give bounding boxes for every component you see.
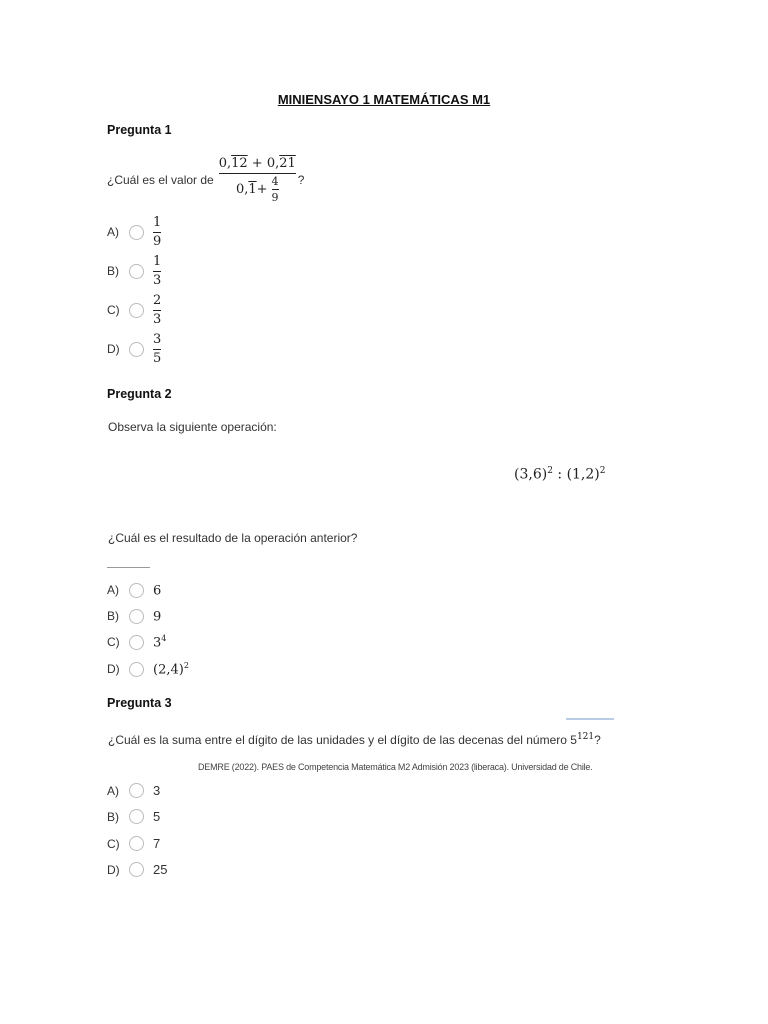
radio-button[interactable] (129, 264, 144, 279)
option-letter: A) (107, 225, 119, 240)
expr-den-plus: + (256, 181, 268, 197)
option-letter: C) (107, 836, 120, 851)
radio-button[interactable] (129, 809, 144, 824)
fraction-numerator: 3 (153, 332, 162, 347)
option-letter: B) (107, 809, 119, 824)
option-letter: B) (107, 264, 119, 279)
radio-button[interactable] (129, 303, 144, 318)
question-3-question (108, 732, 601, 747)
operation-exp-2: 2 (599, 466, 606, 476)
option-base: 3 (153, 635, 162, 651)
question-3-exponent: 121 (576, 732, 595, 742)
option-value (153, 294, 161, 326)
option-value: 3 (153, 783, 161, 798)
page-title: MINIENSAYO 1 MATEMÁTICAS M1 (277, 92, 491, 107)
q1-option-c[interactable] (107, 294, 161, 326)
fraction-numerator: 1 (153, 254, 162, 269)
question-3-heading: Pregunta 3 (107, 696, 172, 710)
radio-button[interactable] (129, 225, 144, 240)
q2-option-a[interactable] (107, 582, 161, 598)
option-exp: 2 (183, 661, 189, 670)
option-value: 5 (153, 809, 161, 824)
q3-option-d[interactable] (107, 862, 167, 877)
fraction-numerator: 2 (153, 293, 162, 308)
option-value (153, 634, 166, 650)
expr-den-frac-num: 4 (271, 174, 279, 188)
radio-button[interactable] (129, 862, 144, 877)
q1-option-b[interactable] (107, 255, 161, 287)
option-letter: A) (107, 583, 119, 598)
q2-option-d[interactable] (107, 661, 189, 677)
expr-den-int: 0, (235, 181, 249, 197)
option-letter: A) (107, 783, 119, 798)
q3-option-a[interactable] (107, 783, 160, 798)
question-3-end: ? (594, 733, 601, 747)
option-base: 6 (153, 583, 162, 599)
option-value (153, 661, 189, 677)
radio-button[interactable] (129, 609, 144, 624)
answer-rule (107, 567, 150, 568)
radio-button[interactable] (129, 662, 144, 677)
expr-den-period: 1 (248, 181, 257, 197)
q2-option-c[interactable] (107, 634, 166, 650)
radio-button[interactable] (129, 836, 144, 851)
decorative-mark (566, 718, 614, 720)
source-citation: DEMRE (2022). PAES de Competencia Matemática M2 Admisión 2023 (liberaca). Universidad de Chile. (198, 762, 593, 772)
radio-button[interactable] (129, 583, 144, 598)
option-value (153, 333, 161, 365)
question-3-text: ¿Cuál es la suma entre el dígito de las unidades y el dígito de las decenas del número 5 (108, 733, 577, 747)
option-letter: D) (107, 662, 120, 677)
option-value (153, 608, 161, 624)
option-letter: B) (107, 609, 119, 624)
q3-option-b[interactable] (107, 809, 160, 824)
operation-base-2: (1,2) (566, 466, 600, 483)
option-value (153, 582, 161, 598)
q1-option-d[interactable] (107, 333, 161, 365)
radio-button[interactable] (129, 635, 144, 650)
question-2-operation (514, 466, 606, 483)
question-1-prompt (107, 157, 304, 204)
q3-option-c[interactable] (107, 836, 160, 851)
question-1-qmark: ? (297, 173, 305, 188)
fraction-denominator: 9 (153, 233, 162, 249)
question-1-expression (219, 157, 296, 204)
option-value (153, 216, 161, 248)
question-1-heading: Pregunta 1 (107, 123, 172, 137)
question-2-question: ¿Cuál es el resultado de la operación anterior? (108, 531, 358, 545)
expr-num-plus: + 0, (247, 156, 280, 171)
fraction-denominator: 5 (153, 350, 162, 366)
fraction-denominator: 3 (153, 272, 162, 288)
option-value (153, 255, 161, 287)
option-exp: 4 (161, 634, 167, 643)
option-value: 25 (153, 862, 168, 877)
expr-num-a-int: 0, (218, 156, 232, 171)
fraction-denominator: 3 (153, 311, 162, 327)
fraction-numerator: 1 (153, 215, 162, 230)
operation-separator: : (552, 466, 567, 483)
q1-option-a[interactable] (107, 216, 161, 248)
option-letter: C) (107, 303, 120, 318)
question-2-heading: Pregunta 2 (107, 387, 172, 401)
question-2-intro: Observa la siguiente operación: (108, 420, 277, 434)
operation-exp-1: 2 (547, 466, 553, 476)
q2-option-b[interactable] (107, 608, 161, 624)
expr-den-frac-den: 9 (271, 191, 279, 205)
option-letter: D) (107, 342, 120, 357)
option-base: (2,4) (153, 662, 184, 678)
question-1-prompt-text: ¿Cuál es el valor de (107, 173, 214, 188)
radio-button[interactable] (129, 342, 144, 357)
expr-num-b-period: 21 (279, 156, 296, 171)
option-letter: D) (107, 862, 120, 877)
expr-num-a-period: 12 (231, 156, 248, 171)
option-value: 7 (153, 836, 161, 851)
option-letter: C) (107, 635, 120, 650)
option-base: 9 (153, 609, 162, 625)
radio-button[interactable] (129, 783, 144, 798)
operation-base-1: (3,6) (514, 466, 548, 483)
